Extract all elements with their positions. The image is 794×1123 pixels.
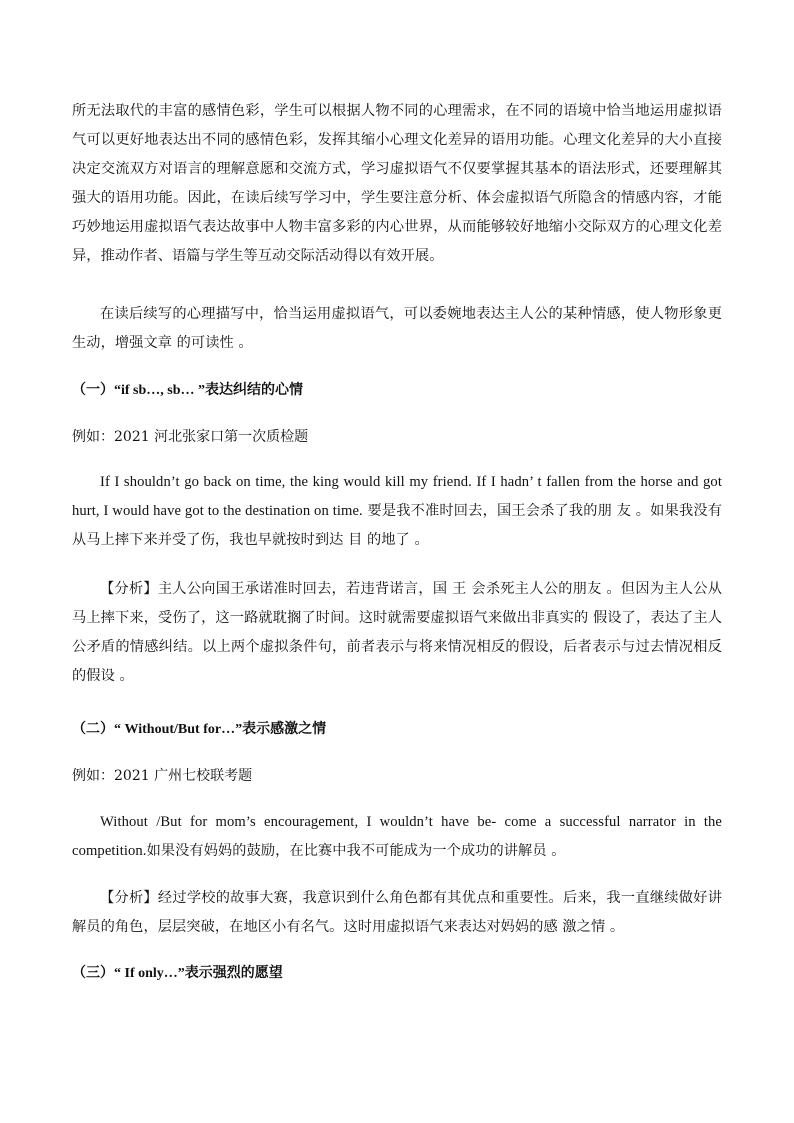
analysis-paragraph-1: 【分析】主人公向国王承诺准时回去，若违背诺言，国 王 会杀死主人公的朋友 。但因为主人公从马上摔下来，受伤了，这一路就耽搁了时间。这时就需要虚拟语气来做出非真实的 假设了，表达了主人公矛盾的情感纠结。以上两个虚拟条件句，前者表示与将来情况相反的假设，后者表示与过去情况相反的假设 。 xyxy=(72,581,722,684)
section-heading-1: （一）“if sb…, sb… ”表达纠结的心情 xyxy=(72,383,304,398)
example-english-1: If I shouldn’t go back on time, the king would kill my friend. If I hadn’ t fallen from the horse and got hurt, I would have got to the destination on time. xyxy=(72,474,722,519)
section-heading-2: （二）“ Without/But for…”表示感激之情 xyxy=(72,722,327,737)
body-paragraph-2: 在读后续写的心理描写中，恰当运用虚拟语气，可以委婉地表达主人公的某种情感，使人物形象更生动，增强文章 的可读性 。 xyxy=(72,306,722,351)
example-source-1: 例如：2021 河北张家口第一次质检题 xyxy=(72,429,309,445)
analysis-paragraph-2: 【分析】经过学校的故事大赛，我意识到什么角色都有其优点和重要性。后来，我一直继续做好讲解员的角色，层层突破，在地区小有名气。这时用虚拟语气来表达对妈妈的感 激之情 。 xyxy=(72,890,722,935)
example-paragraph-1 xyxy=(72,468,722,555)
example-paragraph-2 xyxy=(72,808,722,866)
body-paragraph-1: 所无法取代的丰富的感情色彩，学生可以根据人物不同的心理需求，在不同的语境中恰当地运用虚拟语气可以更好地表达出不同的感情色彩，发挥其缩小心理文化差异的语用功能。心理文化差异的大小直接决定交流双方对语言的理解意愿和交流方式，学习虚拟语气不仅要掌握其基本的语法形式，还要理解其强大的语用功能。因此，在读后续写学习中，学生要注意分析、体会虚拟语气所隐含的情感内容，才能巧妙地运用虚拟语气表达故事中人物丰富多彩的内心世界，从而能够较好地缩小交际双方的心理文化差异，推动作者、语篇与学生等互动交际活动得以有效开展。 xyxy=(72,103,722,264)
section-heading-3: （三）“ If only…”表示强烈的愿望 xyxy=(72,966,283,981)
example-chinese-2: 如果没有妈妈的鼓励，在比赛中我不可能成为一个成功的讲解员 。 xyxy=(146,843,566,859)
example-source-2: 例如：2021 广州七校联考题 xyxy=(72,768,253,784)
example-english-2: Without /But for mom’s encouragement, I wouldn’t have be- come a successful narrator in the competition. xyxy=(72,814,722,859)
example-chinese-1: 要是我不准时回去，国王会杀了我的朋 友 。如果我没有从马上摔下来并受了伤，我也早就按时到达 目 的地了 。 xyxy=(72,503,723,548)
